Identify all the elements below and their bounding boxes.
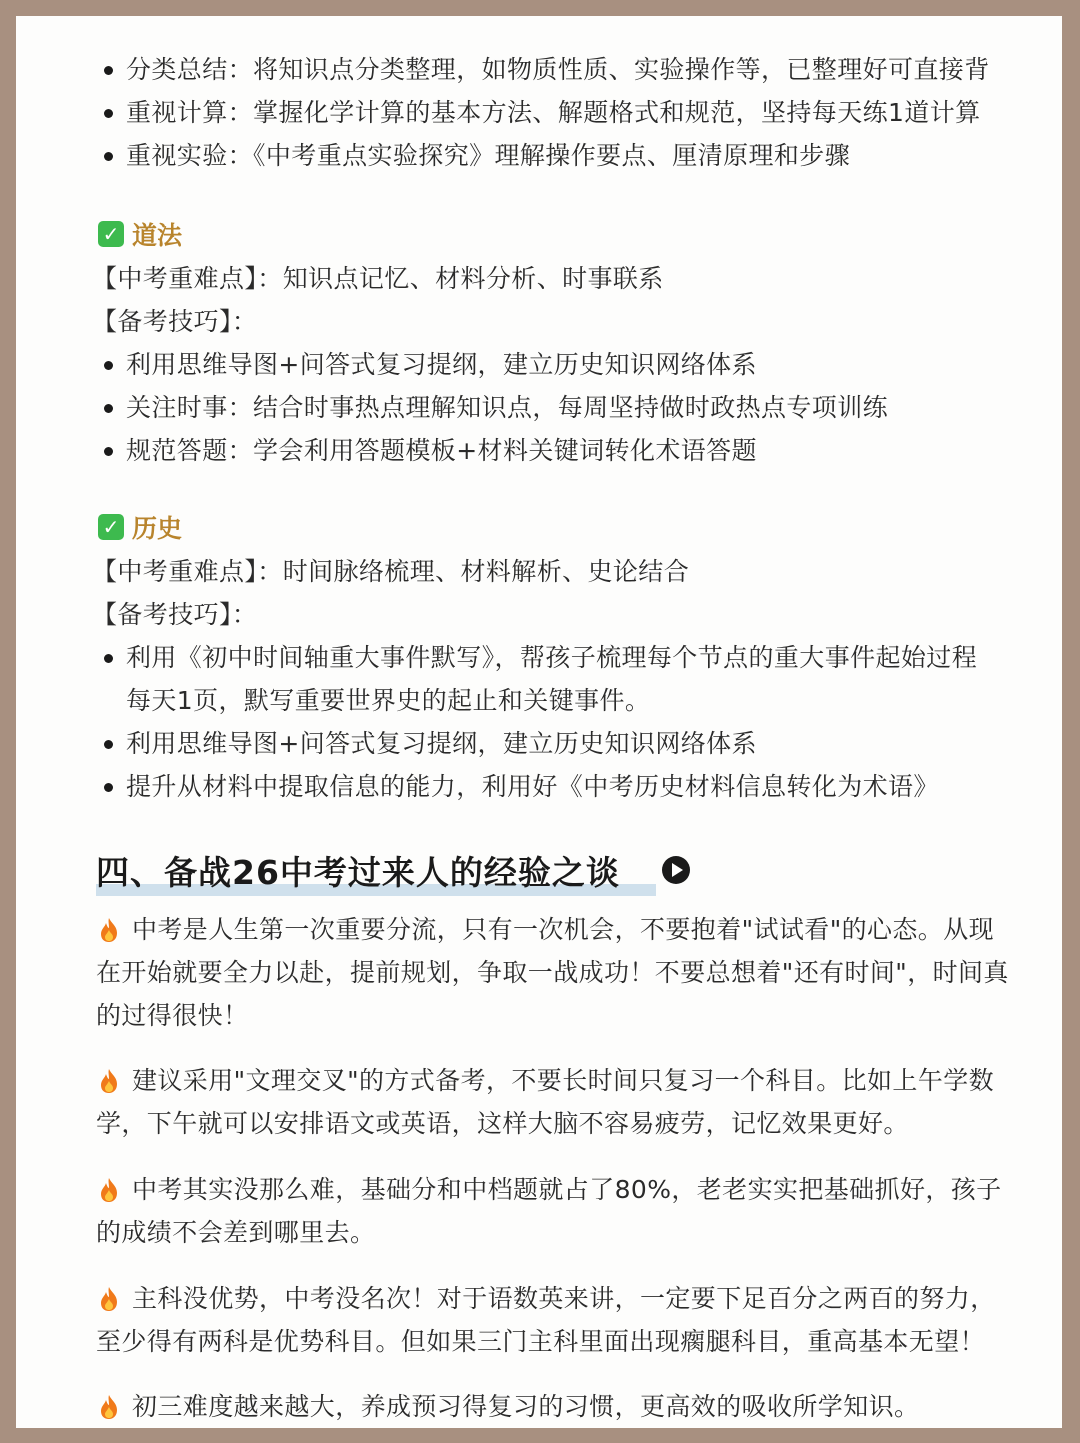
bullet-dot: [104, 66, 113, 75]
paragraph-3: 中考其实没那么难，基础分和中档题就占了80%，老老实实把基础抓好，孩子的成绩不会差到哪里去。: [96, 1175, 1002, 1247]
paragraph-2: 建议采用"文理交叉"的方式备考，不要长时间只复习一个科目。比如上午学数学，下午就可以安排语文或英语，这样大脑不容易疲劳，记忆效果更好。: [96, 1066, 995, 1138]
paragraph-1: 中考是人生第一次重要分流，只有一次机会，不要抱着"试试看"的心态。从现在开始就要全力以赴，提前规划，争取一战成功！不要总想着"还有时间"，时间真的过得很快！: [96, 915, 1009, 1030]
bullet-dot: [104, 783, 113, 792]
daofa-bullet-1: 利用思维导图+问答式复习提纲，建立历史知识网络体系: [126, 350, 757, 379]
history-tips-label: 【备考技巧】：: [92, 600, 258, 629]
history-bullet-3: 提升从材料中提取信息的能力，利用好《中考历史材料信息转化为术语》: [126, 772, 939, 801]
bullet-dot: [104, 740, 113, 749]
daofa-bullet-3: 规范答题：学会利用答题模板+材料关键词转化术语答题: [126, 436, 757, 465]
history-difficulty: 【中考重难点】：时间脉络梳理、材料解析、史论结合: [92, 557, 690, 586]
chem-bullet-1: 分类总结：将知识点分类整理，如物质性质、实验操作等，已整理好可直接背: [126, 55, 990, 84]
bullet-dot: [104, 109, 113, 118]
paragraph-5: 初三难度越来越大，养成预习得复习的习惯，更高效的吸收所学知识。: [132, 1392, 920, 1421]
bullet-dot: [104, 361, 113, 370]
subject-title-daofa: 道法: [132, 221, 183, 250]
bullet-dot: [104, 447, 113, 456]
chem-bullet-2: 重视计算：掌握化学计算的基本方法、解题格式和规范，坚持每天练1道计算: [126, 98, 981, 127]
bullet-dot: [104, 404, 113, 413]
history-bullet-1-line-1: 利用《初中时间轴重大事件默写》，帮孩子梳理每个节点的重大事件起始过程: [126, 643, 978, 672]
content-card: [16, 16, 1062, 1428]
bullet-dot: [104, 152, 113, 161]
check-mark-icon: ✓: [98, 221, 124, 247]
paragraph-4: 主科没优势，中考没名次！对于语数英来讲，一定要下足百分之两百的努力，至少得有两科是优势科目。但如果三门主科里面出现瘸腿科目，重高基本无望！: [96, 1284, 996, 1356]
daofa-bullet-2: 关注时事：结合时事热点理解知识点，每周坚持做时政热点专项训练: [126, 393, 889, 422]
chem-bullet-3: 重视实验：《中考重点实验探究》理解操作要点、厘清原理和步骤: [126, 141, 851, 170]
subject-title-history: 历史: [132, 514, 183, 543]
bullet-dot: [104, 654, 113, 663]
section-heading: 四、备战26中考过来人的经验之谈: [96, 853, 620, 892]
history-bullet-1-line-2: 每天1页，默写重要世界史的起止和关键事件。: [126, 686, 651, 715]
daofa-tips-label: 【备考技巧】：: [92, 307, 258, 336]
play-circle-icon: [662, 856, 690, 884]
check-mark-icon: ✓: [98, 514, 124, 540]
history-bullet-2: 利用思维导图+问答式复习提纲，建立历史知识网络体系: [126, 729, 757, 758]
daofa-difficulty: 【中考重难点】：知识点记忆、材料分析、时事联系: [92, 264, 664, 293]
